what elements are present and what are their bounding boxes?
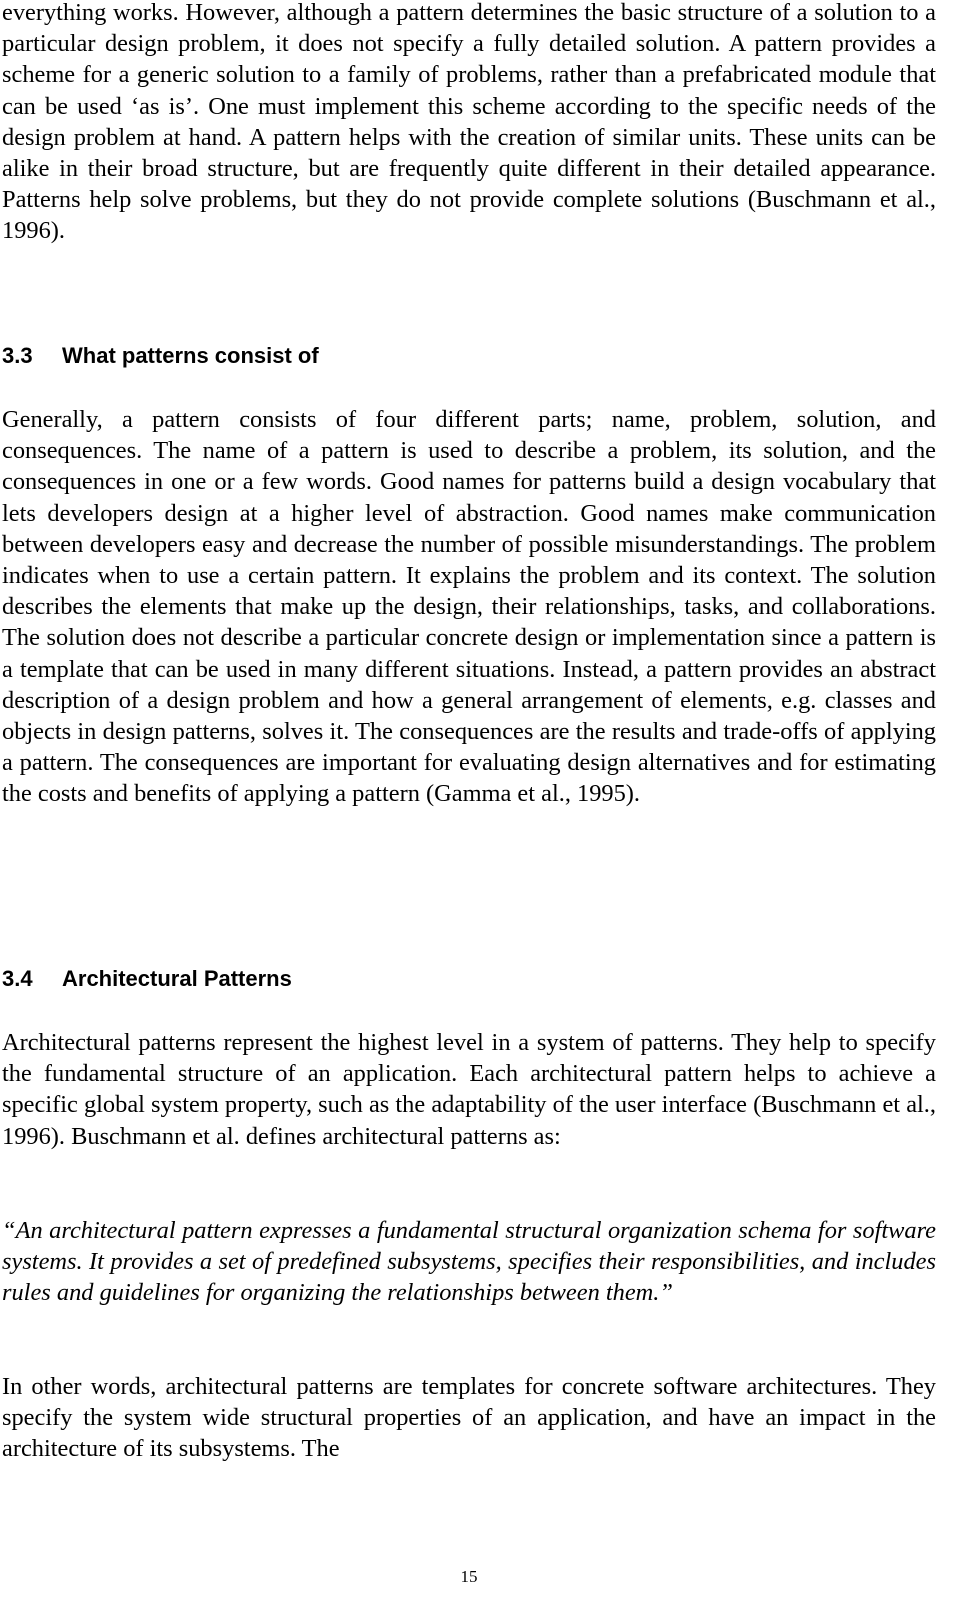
page-number: 15: [460, 1567, 478, 1586]
section-number: 3.4: [2, 966, 33, 991]
section-number: 3.3: [2, 343, 33, 368]
section-title: Architectural Patterns: [62, 966, 292, 991]
what-patterns-consist-of-paragraph: Generally, a pattern consists of four different parts; name, problem, solution, and consequences. The name of a pattern is used to describe a problem, its solution, and the consequences in one or a few words. Good names for patterns build a design vocabulary that lets developers design at a higher level of abstraction. Good names make communication between developers easy and decrease the number of possible misunderstandings. The problem indicates when to use a certain pattern. It explains the problem and its context. The solution describes the elements that make up the design, their relationships, tasks, and collaborations. The solution does not describe a particular concrete design or implementation since a pattern is a template that can be used in many different situations. Instead, a pattern provides an abstract description of a design problem and how a general arrangement of elements, e.g. classes and objects in design patterns, solves it. The consequences are the results and trade-offs of applying a pattern. The consequences are important for evaluating design alternatives and for estimating the costs and benefits of applying a pattern (Gamma et al., 1995).: [2, 406, 936, 808]
templates-paragraph: In other words, architectural patterns are templates for concrete software architectures. They specify the system wide structural properties of an application, and have an impact in the architecture of its subsystems. The: [2, 1373, 936, 1463]
section-heading-3-3: [2, 341, 319, 371]
definition-quote: “An architectural pattern expresses a fundamental structural organization schema for software systems. It provides a set of predefined subsystems, specifies their responsibilities, and includes rules and guidelines for organizing the relationships between them.”: [2, 1217, 936, 1307]
intro-paragraph: everything works. However, although a pattern determines the basic structure of a solution to a particular design problem, it does not specify a fully detailed solution. A pattern provides a scheme for a generic solution to a family of problems, rather than a prefabricated module that can be used ‘as is’. One must implement this scheme according to the specific needs of the design problem at hand. A pattern helps with the creation of similar units. These units can be alike in their broad structure, but are frequently quite different in their detailed appearance. Patterns help solve problems, but they do not provide complete solutions (Buschmann et al., 1996).: [2, 0, 936, 245]
architectural-patterns-paragraph: Architectural patterns represent the highest level in a system of patterns. They help to specify the fundamental structure of an application. Each architectural pattern helps to achieve a specific global system property, such as the adaptability of the user interface (Buschmann et al., 1996). Buschmann et al. defines architectural patterns as:: [2, 1029, 936, 1150]
section-title: What patterns consist of: [62, 343, 319, 368]
section-heading-3-4: [2, 964, 292, 994]
